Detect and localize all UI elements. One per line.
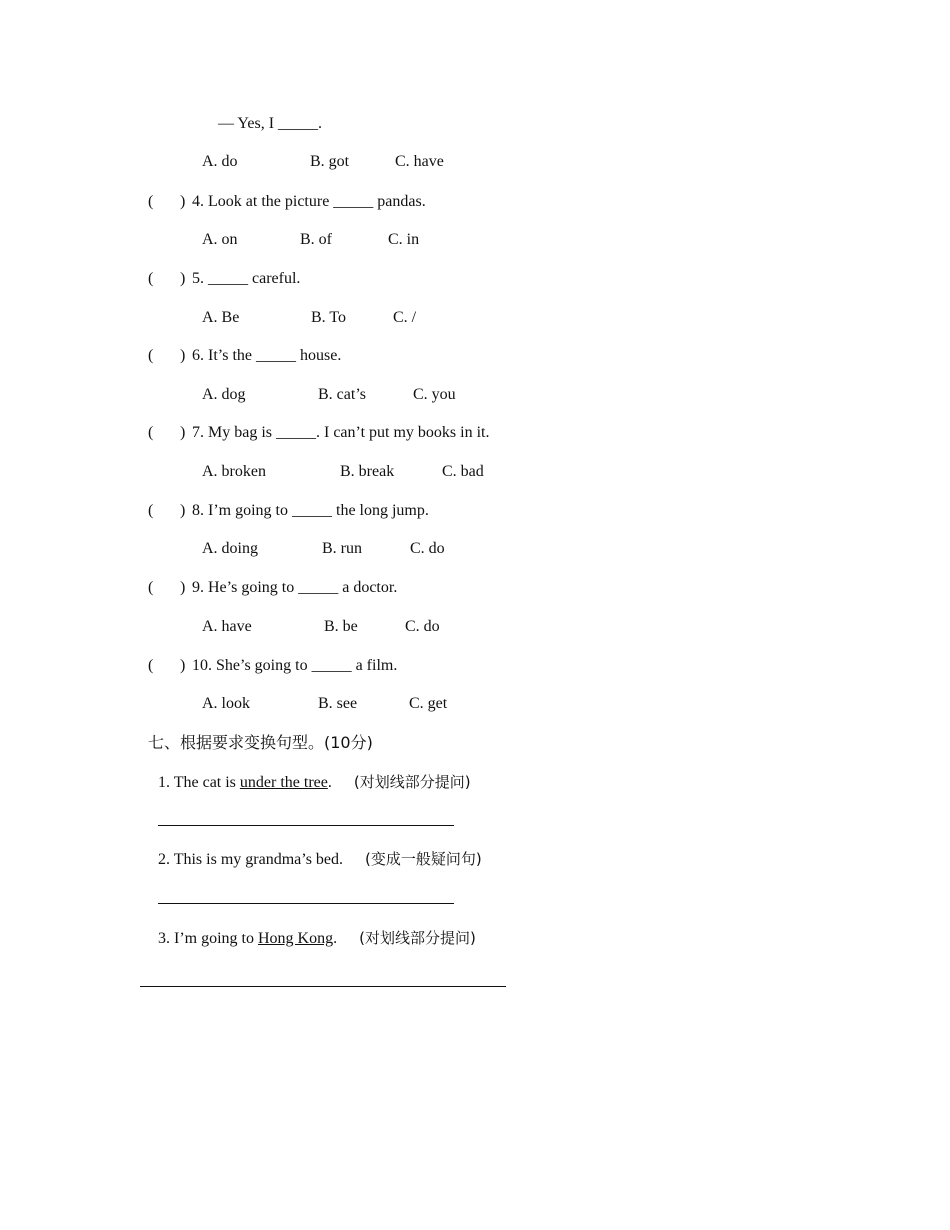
- q3-option-c: C. have: [395, 153, 444, 170]
- q8-stem: 8. I’m going to _____ the long jump.: [192, 502, 429, 519]
- s7-item1: [158, 772, 471, 793]
- q6-answer-paren-open[interactable]: (: [148, 347, 154, 364]
- q9-answer-paren-close: ): [180, 579, 186, 596]
- q5-option-b: B. To: [311, 309, 347, 326]
- q3-answer-line: — Yes, I _____.: [218, 115, 323, 132]
- q5-answer-paren-close: ): [180, 270, 186, 287]
- q6-option-c: C. you: [413, 386, 456, 403]
- q3-option-b: B. got: [310, 153, 350, 170]
- s7-item2-pre: 2. This is my grandma’s bed.: [158, 851, 344, 868]
- q3-option-a: A. do: [202, 153, 238, 170]
- q8-answer-paren-open[interactable]: (: [148, 502, 154, 519]
- q10-stem: 10. She’s going to _____ a film.: [192, 657, 398, 674]
- s7-item1-post: .: [327, 774, 332, 791]
- q8-option-c: C. do: [410, 540, 445, 557]
- q10-option-b: B. see: [318, 695, 358, 712]
- section7-heading: 七、根据要求变换句型。(10分): [148, 733, 373, 752]
- q6-option-a: A. dog: [202, 386, 246, 403]
- q7-option-c: C. bad: [442, 463, 484, 480]
- q9-answer-paren-open[interactable]: (: [148, 579, 154, 596]
- s7-item3: [158, 928, 476, 949]
- s7-item1-underlined: under the tree: [239, 774, 328, 791]
- q7-stem: 7. My bag is _____. I can’t put my books in it.: [192, 424, 490, 441]
- s7-item2-instruction: (变成一般疑问句): [365, 850, 482, 868]
- q8-option-a: A. doing: [202, 540, 258, 557]
- q8-option-b: B. run: [322, 540, 362, 557]
- q9-option-c: C. do: [405, 618, 440, 635]
- s7-item1-answer-line[interactable]: [158, 825, 454, 826]
- s7-item3-post: .: [333, 930, 338, 947]
- s7-item3-underlined: Hong Kong: [258, 930, 334, 947]
- q9-option-b: B. be: [324, 618, 358, 635]
- q4-stem: 4. Look at the picture _____ pandas.: [192, 193, 426, 210]
- q9-stem: 9. He’s going to _____ a doctor.: [192, 579, 398, 596]
- s7-item2-answer-line[interactable]: [158, 903, 454, 904]
- q5-answer-paren-open[interactable]: (: [148, 270, 154, 287]
- q5-stem: 5. _____ careful.: [192, 270, 301, 287]
- q6-option-b: B. cat’s: [318, 386, 366, 403]
- q4-answer-paren-close: ): [180, 193, 186, 210]
- q9-option-a: A. have: [202, 618, 252, 635]
- q4-option-a: A. on: [202, 231, 238, 248]
- q7-answer-paren-open[interactable]: (: [148, 424, 154, 441]
- q10-option-a: A. look: [202, 695, 250, 712]
- s7-item1-pre: 1. The cat is: [158, 774, 240, 791]
- q7-answer-paren-close: ): [180, 424, 186, 441]
- q4-answer-paren-open[interactable]: (: [148, 193, 154, 210]
- s7-item2: [158, 849, 482, 870]
- q7-option-b: B. break: [340, 463, 395, 480]
- q4-option-b: B. of: [300, 231, 332, 248]
- q4-option-c: C. in: [388, 231, 420, 248]
- s7-item3-instruction: (对划线部分提问): [359, 929, 476, 947]
- q7-option-a: A. broken: [202, 463, 266, 480]
- s7-item3-pre: 3. I’m going to: [158, 930, 258, 947]
- q8-answer-paren-close: ): [180, 502, 186, 519]
- s7-item3-answer-line[interactable]: [140, 986, 506, 987]
- q5-option-a: A. Be: [202, 309, 240, 326]
- s7-item1-instruction: (对划线部分提问): [353, 773, 471, 791]
- q5-option-c: C. /: [393, 309, 417, 326]
- q10-answer-paren-open[interactable]: (: [148, 657, 154, 674]
- q10-option-c: C. get: [409, 695, 448, 712]
- q6-stem: 6. It’s the _____ house.: [192, 347, 342, 364]
- q10-answer-paren-close: ): [180, 657, 186, 674]
- q6-answer-paren-close: ): [180, 347, 186, 364]
